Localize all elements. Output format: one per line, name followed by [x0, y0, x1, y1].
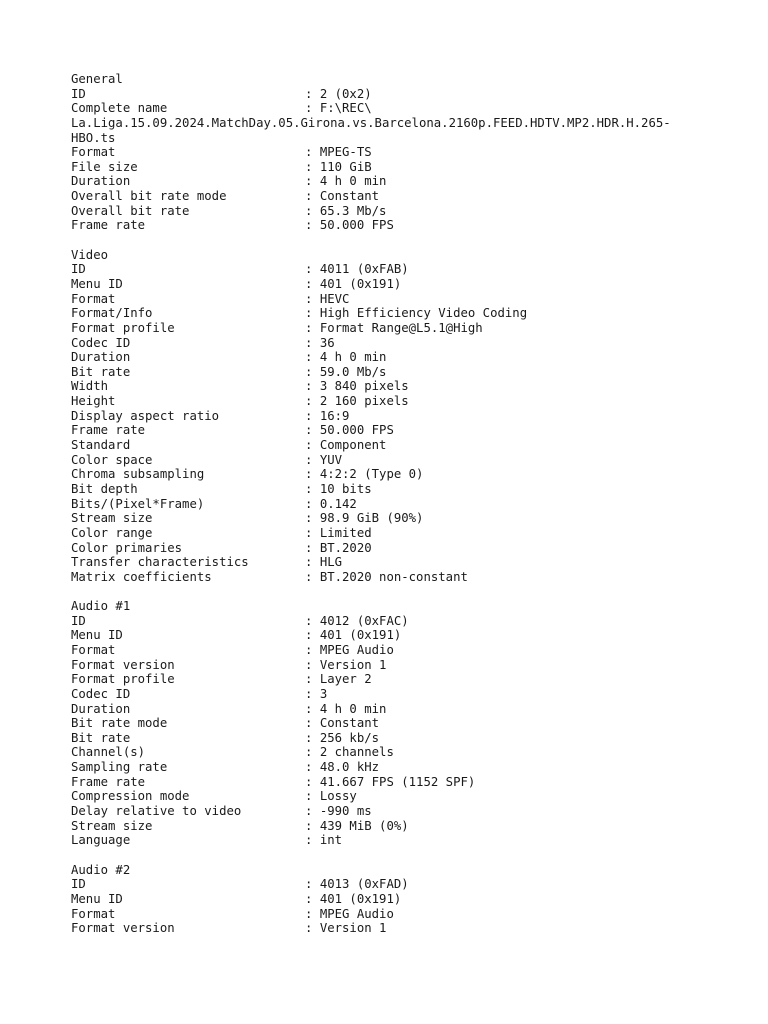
field-separator: : [305, 350, 320, 365]
field-separator: : [305, 189, 320, 204]
field-row [71, 789, 711, 804]
field-row [71, 497, 711, 512]
section-title: Audio #1 [71, 599, 131, 614]
field-value: 50.000 FPS [319, 423, 394, 438]
field-key: Format version [71, 657, 175, 672]
field-separator: : [305, 291, 320, 306]
field-value: Format Range@L5.1@High [319, 320, 483, 335]
field-row [71, 438, 711, 453]
field-separator: : [305, 877, 320, 892]
field-value: HLG [319, 555, 343, 570]
field-value: 50.000 FPS [319, 218, 394, 233]
field-row [71, 833, 711, 848]
field-value: 2 channels [319, 745, 394, 760]
field-value: 256 kb/s [319, 730, 380, 745]
section-audio-2 [71, 863, 711, 936]
field-row [71, 292, 711, 307]
field-separator: : [305, 159, 320, 174]
field-row [71, 511, 711, 526]
field-row [71, 907, 711, 922]
field-key: Color space [71, 452, 153, 467]
field-key: Format version [71, 921, 175, 936]
field-row [71, 921, 711, 936]
field-value: MPEG-TS [319, 145, 372, 160]
field-value: -990 ms [319, 804, 372, 819]
field-separator: : [305, 145, 320, 160]
field-value: 2 (0x2) [319, 86, 372, 101]
field-row [71, 336, 711, 351]
field-value: Constant [319, 716, 380, 731]
field-key: Frame rate [71, 774, 146, 789]
field-row [71, 716, 711, 731]
field-value: Component [319, 438, 387, 453]
field-row [71, 745, 711, 760]
section-spacer [71, 584, 711, 599]
field-key: Frame rate [71, 218, 146, 233]
field-key: Format/Info [71, 306, 153, 321]
field-key: Codec ID [71, 335, 131, 350]
field-value: Limited [319, 525, 372, 540]
field-row [71, 614, 711, 629]
field-row [71, 379, 711, 394]
field-separator: : [305, 774, 320, 789]
field-key: Format [71, 642, 116, 657]
field-separator: : [305, 174, 320, 189]
field-key: Color range [71, 525, 153, 540]
field-separator: : [305, 496, 320, 511]
mediainfo-document [71, 72, 711, 936]
field-separator: : [305, 423, 320, 438]
field-value: MPEG Audio [319, 642, 394, 657]
field-separator: : [305, 262, 320, 277]
field-row [71, 643, 711, 658]
field-key: Codec ID [71, 686, 131, 701]
field-separator: : [305, 613, 320, 628]
field-row [71, 892, 711, 907]
field-row [71, 189, 711, 204]
field-separator: : [305, 218, 320, 233]
field-separator: : [305, 701, 320, 716]
field-row [71, 277, 711, 292]
field-value: 16:9 [319, 408, 350, 423]
field-value: 98.9 GiB (90%) [319, 511, 424, 526]
field-value: YUV [319, 452, 343, 467]
field-value: Layer 2 [319, 672, 372, 687]
field-value: 401 (0x191) [319, 891, 402, 906]
field-key: Channel(s) [71, 745, 146, 760]
field-separator: : [305, 789, 320, 804]
field-separator: : [305, 818, 320, 833]
field-row [71, 453, 711, 468]
field-key: Sampling rate [71, 760, 168, 775]
field-key: Color primaries [71, 540, 183, 555]
field-key: Bit rate [71, 730, 131, 745]
field-row [71, 658, 711, 673]
section-title: Audio #2 [71, 862, 131, 877]
field-separator: : [305, 203, 320, 218]
field-key: Overall bit rate [71, 203, 190, 218]
field-separator: : [305, 525, 320, 540]
field-value: 4 h 0 min [319, 350, 387, 365]
field-value: 4 h 0 min [319, 174, 387, 189]
field-key: Duration [71, 701, 131, 716]
field-row [71, 877, 711, 892]
field-separator: : [305, 438, 320, 453]
field-value: 4:2:2 (Type 0) [319, 467, 424, 482]
field-separator: : [305, 906, 320, 921]
field-key: Complete name [71, 101, 168, 116]
field-row [71, 365, 711, 380]
field-value: BT.2020 [319, 540, 372, 555]
field-key: Stream size [71, 511, 153, 526]
field-value: 2 160 pixels [319, 394, 409, 409]
field-key: Frame rate [71, 423, 146, 438]
field-separator: : [305, 364, 320, 379]
field-key: Delay relative to video [71, 804, 242, 819]
field-key: Bit rate [71, 364, 131, 379]
field-value: 10 bits [319, 481, 372, 496]
field-row [71, 321, 711, 336]
field-separator: : [305, 86, 320, 101]
field-row [71, 541, 711, 556]
field-key: Menu ID [71, 891, 123, 906]
field-row [71, 262, 711, 277]
field-separator: : [305, 745, 320, 760]
field-key: Duration [71, 174, 131, 189]
field-value: 48.0 kHz [319, 760, 380, 775]
field-separator: : [305, 467, 320, 482]
field-value: 110 GiB [319, 159, 372, 174]
section-video [71, 248, 711, 585]
field-separator: : [305, 891, 320, 906]
field-separator: : [305, 481, 320, 496]
field-key: Format profile [71, 320, 175, 335]
field-key: Height [71, 394, 116, 409]
field-key: ID [71, 613, 86, 628]
field-value: HEVC [319, 291, 350, 306]
field-value: BT.2020 non-constant [319, 569, 468, 584]
field-key: Standard [71, 438, 131, 453]
field-key: Overall bit rate mode [71, 189, 227, 204]
field-key: Chroma subsampling [71, 467, 205, 482]
field-separator: : [305, 335, 320, 350]
field-row [71, 394, 711, 409]
field-row [71, 174, 711, 189]
field-value: 41.667 FPS (1152 SPF) [319, 774, 476, 789]
field-separator: : [305, 408, 320, 423]
field-value: MPEG Audio [319, 906, 394, 921]
field-value: Constant [319, 189, 380, 204]
field-separator: : [305, 760, 320, 775]
field-separator: : [305, 379, 320, 394]
field-key: Language [71, 833, 131, 848]
field-row [71, 350, 711, 365]
field-value: 4011 (0xFAB) [319, 262, 409, 277]
field-separator: : [305, 716, 320, 731]
field-separator: : [305, 540, 320, 555]
section-spacer [71, 848, 711, 863]
field-separator: : [305, 686, 320, 701]
field-row [71, 482, 711, 497]
field-row [71, 423, 711, 438]
field-key: Format profile [71, 672, 175, 687]
field-separator: : [305, 642, 320, 657]
field-separator: : [305, 804, 320, 819]
field-row [71, 628, 711, 643]
section-audio-1 [71, 599, 711, 848]
field-separator: : [305, 730, 320, 745]
field-separator: : [305, 657, 320, 672]
field-row [71, 87, 711, 102]
field-row [71, 760, 711, 775]
field-row [71, 145, 711, 160]
field-row [71, 687, 711, 702]
field-value: 439 MiB (0%) [319, 818, 409, 833]
field-row [71, 570, 711, 585]
field-value: int [319, 833, 343, 848]
field-value: 36 [319, 335, 335, 350]
field-key: Bit rate mode [71, 716, 168, 731]
field-value: 4013 (0xFAD) [319, 877, 409, 892]
field-value-continuation: HBO.ts [71, 130, 116, 145]
field-row [71, 819, 711, 834]
field-row [71, 526, 711, 541]
field-separator: : [305, 320, 320, 335]
field-value: 65.3 Mb/s [319, 203, 387, 218]
field-separator: : [305, 394, 320, 409]
field-value: 401 (0x191) [319, 628, 402, 643]
field-key: Width [71, 379, 109, 394]
field-separator: : [305, 921, 320, 936]
field-key: ID [71, 262, 86, 277]
field-separator: : [305, 276, 320, 291]
field-value: 0.142 [319, 496, 357, 511]
field-value: High Efficiency Video Coding [319, 306, 528, 321]
field-row [71, 101, 711, 116]
field-value: Lossy [319, 789, 357, 804]
field-key: Transfer characteristics [71, 555, 249, 570]
field-key: Bits/(Pixel*Frame) [71, 496, 205, 511]
field-separator: : [305, 101, 320, 116]
field-key: ID [71, 877, 86, 892]
field-separator: : [305, 511, 320, 526]
field-key: File size [71, 159, 138, 174]
field-value: 3 840 pixels [319, 379, 409, 394]
section-general [71, 72, 711, 233]
field-key: Format [71, 291, 116, 306]
field-row [71, 804, 711, 819]
field-value: Version 1 [319, 921, 387, 936]
field-separator: : [305, 628, 320, 643]
field-key: Format [71, 145, 116, 160]
section-spacer [71, 233, 711, 248]
section-title: General [71, 72, 123, 86]
field-separator: : [305, 452, 320, 467]
field-key: Format [71, 906, 116, 921]
field-separator: : [305, 569, 320, 584]
field-row [71, 218, 711, 233]
section-title: Video [71, 247, 109, 262]
field-row [71, 204, 711, 219]
field-value: 401 (0x191) [319, 276, 402, 291]
field-key: ID [71, 86, 86, 101]
field-key: Menu ID [71, 276, 123, 291]
field-value: 4012 (0xFAC) [319, 613, 409, 628]
field-key: Display aspect ratio [71, 408, 220, 423]
field-separator: : [305, 555, 320, 570]
field-value: F:\REC\ [319, 101, 372, 116]
field-key: Compression mode [71, 789, 190, 804]
field-row [71, 160, 711, 175]
field-separator: : [305, 672, 320, 687]
field-value: 3 [319, 686, 328, 701]
field-row [71, 775, 711, 790]
field-row [71, 731, 711, 746]
field-key: Bit depth [71, 481, 138, 496]
field-key: Matrix coefficients [71, 569, 212, 584]
field-key: Stream size [71, 818, 153, 833]
field-key: Menu ID [71, 628, 123, 643]
field-row [71, 702, 711, 717]
field-separator: : [305, 306, 320, 321]
field-value: Version 1 [319, 657, 387, 672]
field-row [71, 672, 711, 687]
field-row [71, 306, 711, 321]
field-row [71, 555, 711, 570]
field-key: Duration [71, 350, 131, 365]
field-value: 59.0 Mb/s [319, 364, 387, 379]
field-value-continuation: La.Liga.15.09.2024.MatchDay.05.Girona.vs.Barcelona.2160p.FEED.HDTV.MP2.HDR.H.265- [71, 115, 671, 130]
field-row [71, 467, 711, 482]
field-row [71, 409, 711, 424]
field-value: 4 h 0 min [319, 701, 387, 716]
field-separator: : [305, 833, 320, 848]
